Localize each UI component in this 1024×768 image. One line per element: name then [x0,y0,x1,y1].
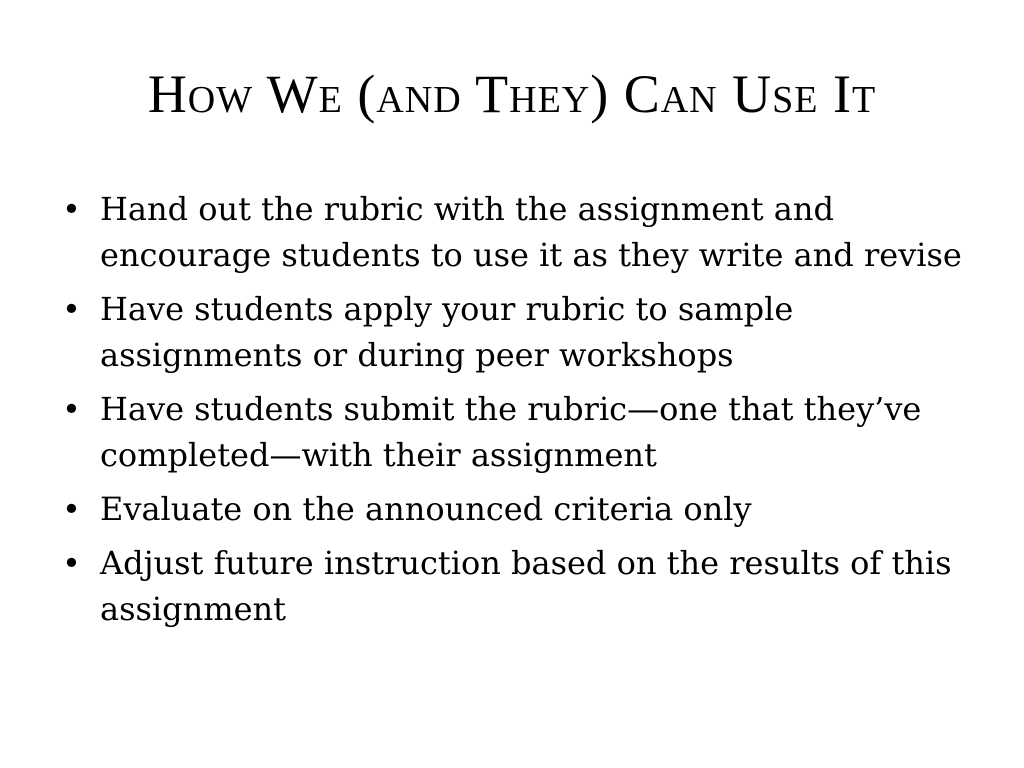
slide-title: How We (and They) Can Use It [147,64,877,124]
bullet-item [62,386,962,478]
bullet-icon: • [62,490,81,528]
bullet-item [62,486,962,532]
bullet-text: Have students submit the rubric—one that they’ve completed—with their assignment [100,390,922,474]
bullet-icon: • [62,390,81,428]
bullet-text: Evaluate on the announced criteria only [100,490,752,528]
bullet-item [62,186,962,278]
bullet-item [62,286,962,378]
bullet-item [62,540,962,632]
bullet-text: Hand out the rubric with the assignment and encourage students to use it as they write and revise [100,190,962,274]
bullet-list [62,186,962,640]
bullet-text: Have students apply your rubric to sample assignments or during peer workshops [100,290,794,374]
bullet-icon: • [62,290,81,328]
bullet-icon: • [62,190,81,228]
bullet-icon: • [62,544,81,582]
bullet-text: Adjust future instruction based on the results of this assignment [100,544,952,628]
